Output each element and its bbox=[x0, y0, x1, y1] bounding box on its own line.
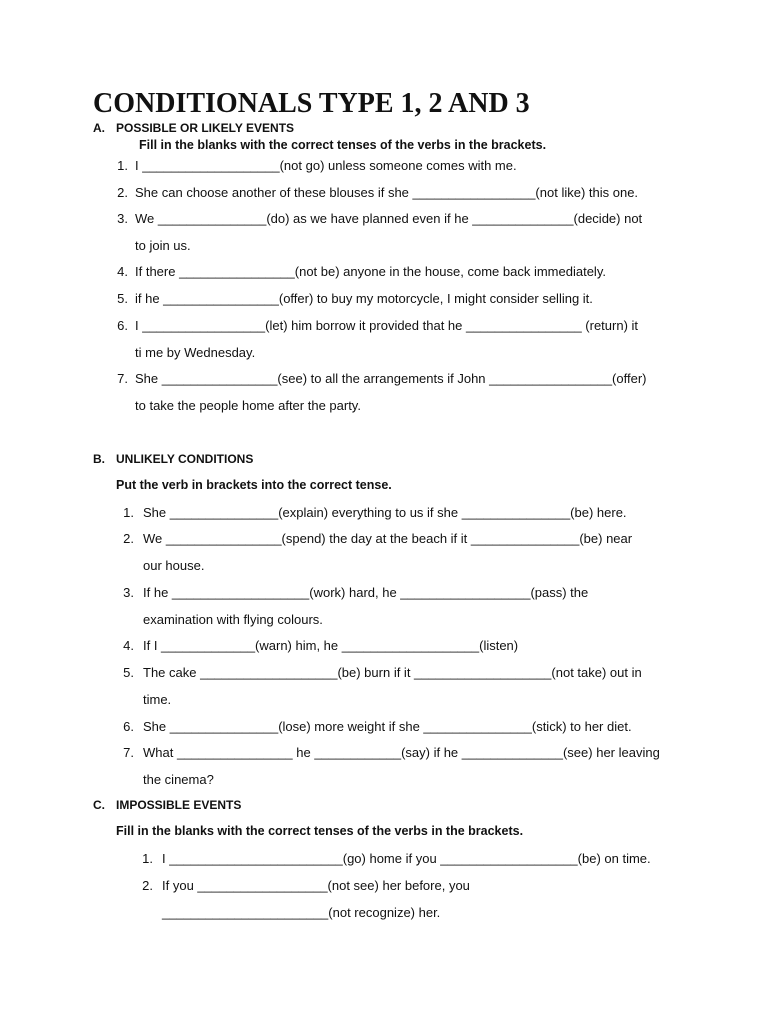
item-number: 1. bbox=[123, 505, 134, 520]
item-text: We _______________(do) as we have planned even if he ______________(decide) not bbox=[135, 211, 643, 226]
item-number: 5. bbox=[117, 291, 128, 306]
item-text: If there ________________(not be) anyone in the house, come back immediately. bbox=[135, 264, 606, 279]
item-text-continued: _______________________(not recognize) her. bbox=[162, 905, 441, 920]
item-text: If you __________________(not see) her before, you bbox=[162, 878, 470, 893]
item-number: 6. bbox=[117, 318, 128, 333]
section-a-instruction: Fill in the blanks with the correct tenses of the verbs in the brackets. bbox=[139, 138, 547, 152]
item-text: The cake ___________________(be) burn if it ___________________(not take) out in bbox=[143, 665, 642, 680]
item-text: I ________________________(go) home if you ___________________(be) on time. bbox=[162, 851, 651, 866]
item-number: 3. bbox=[117, 211, 128, 226]
section-letter: B. bbox=[93, 452, 105, 466]
item-number: 2. bbox=[117, 185, 128, 200]
item-number: 7. bbox=[117, 371, 128, 386]
item-text-continued: time. bbox=[143, 692, 172, 707]
item-number: 1. bbox=[117, 158, 128, 173]
item-text: If he ___________________(work) hard, he __________________(pass) the bbox=[143, 585, 589, 600]
item-text: if he ________________(offer) to buy my motorcycle, I might consider selling it. bbox=[135, 291, 593, 306]
item-text: She ________________(see) to all the arrangements if John _________________(offer) bbox=[135, 371, 647, 386]
item-text: She can choose another of these blouses if she _________________(not like) this one. bbox=[135, 185, 639, 200]
item-number: 2. bbox=[142, 878, 153, 893]
item-number: 4. bbox=[123, 638, 134, 653]
section-c-instruction: Fill in the blanks with the correct tenses of the verbs in the brackets. bbox=[116, 824, 524, 838]
section-letter: A. bbox=[93, 121, 105, 135]
item-text-continued: the cinema? bbox=[143, 772, 214, 787]
item-text: I ___________________(not go) unless someone comes with me. bbox=[135, 158, 517, 173]
item-text: I _________________(let) him borrow it provided that he ________________ (return) it bbox=[135, 318, 639, 333]
item-number: 5. bbox=[123, 665, 134, 680]
item-number: 3. bbox=[123, 585, 134, 600]
item-number: 6. bbox=[123, 719, 134, 734]
section-letter: C. bbox=[93, 798, 105, 812]
item-text-continued: our house. bbox=[143, 558, 205, 573]
item-text: If I _____________(warn) him, he ___________________(listen) bbox=[143, 638, 519, 653]
section-b-instruction: Put the verb in brackets into the correct tense. bbox=[116, 478, 392, 492]
item-text-continued: to take the people home after the party. bbox=[135, 398, 361, 413]
item-text-continued: to join us. bbox=[135, 238, 191, 253]
section-title: IMPOSSIBLE EVENTS bbox=[116, 798, 242, 812]
item-number: 7. bbox=[123, 745, 134, 760]
item-number: 1. bbox=[142, 851, 153, 866]
item-number: 4. bbox=[117, 264, 128, 279]
item-text: She _______________(explain) everything to us if she _______________(be) here. bbox=[143, 505, 627, 520]
item-text-continued: ti me by Wednesday. bbox=[135, 345, 256, 360]
section-title: UNLIKELY CONDITIONS bbox=[116, 452, 254, 466]
item-text: What ________________ he ____________(say) if he ______________(see) her leaving bbox=[143, 745, 660, 760]
item-number: 2. bbox=[123, 531, 134, 546]
item-text-continued: examination with flying colours. bbox=[143, 612, 323, 627]
page-title: CONDITIONALS TYPE 1, 2 AND 3 bbox=[93, 88, 530, 119]
section-title: POSSIBLE OR LIKELY EVENTS bbox=[116, 121, 295, 135]
item-text: We ________________(spend) the day at the beach if it _______________(be) near bbox=[143, 531, 633, 546]
item-text: She _______________(lose) more weight if she _______________(stick) to her diet. bbox=[143, 719, 632, 734]
